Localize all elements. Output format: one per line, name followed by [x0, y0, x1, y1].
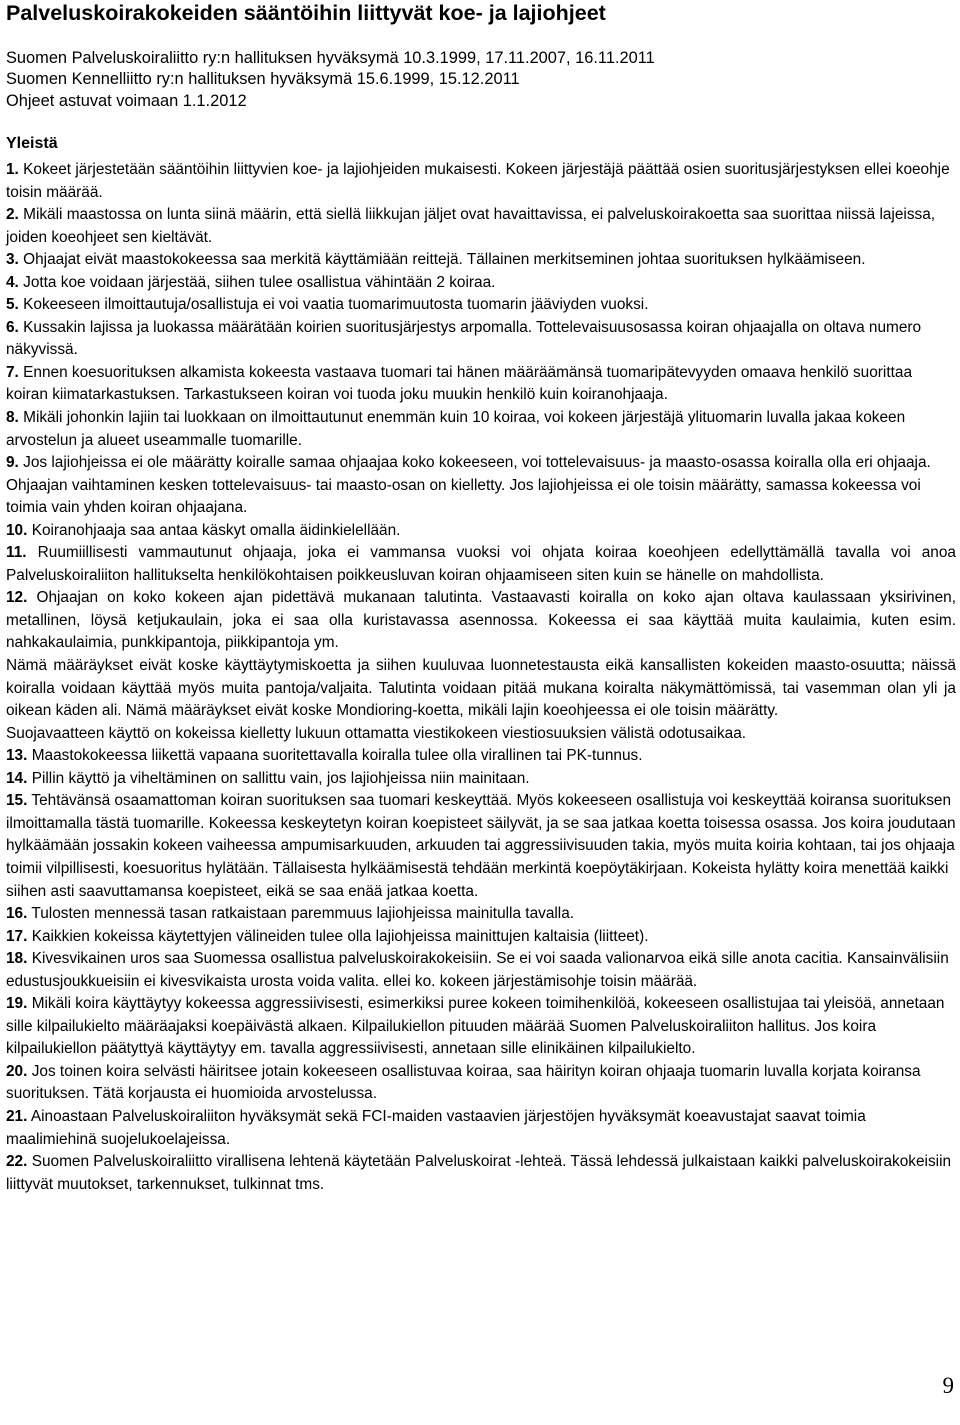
rule-number: 19. — [6, 995, 28, 1013]
rule-number: 2. — [6, 206, 19, 224]
rule-text: Kaikkien kokeissa käytettyjen välineiden tulee olla lajiohjeissa mainittujen kaltaisia (liitteet). — [31, 927, 649, 945]
rule-text: Ohjaajan on koko kokeen ajan pidettävä mukanaan talutinta. Vastaavasti koiralla on koko ajan oltava kaulassaan yksirivinen, metallinen, löysä ketjukaulain, joka ei saa olla kuristavassa asennossa. Kokeessa ei saa käyttää muita kaulaimia, kuten esim. nahkakaulaimia, punkkipantoja, piikkipantoja ym. — [6, 589, 956, 652]
rule-12-protective-clothing — [6, 723, 956, 746]
rule-text: Jos toinen koira selvästi häiritsee jotain kokeeseen osallistuvaa koiraa, saa häirityn koiran ohjaaja tuomarin luvalla korjata koiransa suorituksen. Tätä korjausta ei huomioida arvostelussa. — [6, 1062, 921, 1103]
rule-number: 14. — [6, 769, 28, 787]
rule-number: 18. — [6, 950, 28, 968]
rule-number: 1. — [6, 161, 19, 178]
approval-line: Suomen Kennelliitto ry:n hallituksen hyväksymä 15.6.1999, 15.12.2011 — [6, 70, 520, 89]
rule-19 — [6, 993, 956, 1061]
rule-number: 13. — [6, 747, 28, 765]
rule-4 — [6, 272, 956, 295]
rule-number: 22. — [6, 1153, 28, 1171]
rule-12-continuation — [6, 655, 956, 723]
rule-13 — [6, 745, 956, 768]
rule-14 — [6, 768, 956, 791]
rule-12 — [6, 587, 956, 655]
rule-22 — [6, 1151, 956, 1196]
rule-text: Ohjaajat eivät maastokokeessa saa merkitä käyttämiään reittejä. Tällainen merkitseminen johtaa suorituksen hylkäämiseen. — [23, 251, 866, 269]
rule-number: 4. — [6, 273, 19, 291]
rule-number: 12. — [6, 589, 28, 607]
rule-21 — [6, 1106, 956, 1151]
rule-text: Suojavaatteen käyttö on kokeissa kielletty lukuun ottamatta viestikokeen viestiosuuksien välistä odotusaikaa. — [6, 724, 747, 742]
rule-8 — [6, 407, 956, 452]
approval-line: Suomen Palveluskoiraliitto ry:n hallituksen hyväksymä 10.3.1999, 17.11.2007, 16.11.2011 — [6, 49, 655, 67]
rule-text: Tulosten mennessä tasan ratkaistaan paremmuus lajiohjeissa mainitulla tavalla. — [31, 905, 575, 923]
rule-6 — [6, 317, 956, 362]
rule-2 — [6, 204, 956, 249]
rule-7 — [6, 362, 956, 407]
rule-1 — [6, 159, 956, 204]
rule-text: Pillin käyttö ja viheltäminen on sallittu vain, jos lajiohjeissa niin mainitaan. — [31, 769, 530, 787]
rule-text: Mikäli johonkin lajiin tai luokkaan on ilmoittautunut enemmän kuin 10 koiraa, voi kokeen järjestäjä ylituomarin luvalla jakaa kokeen arvostelun ja alueet useammalle tuomarille. — [6, 409, 906, 449]
rule-number: 15. — [6, 792, 28, 810]
rule-15 — [6, 790, 956, 903]
rule-text: Mikäli maastossa on lunta siinä määrin, että siellä liikkujan jäljet ovat havaittavissa, ei palveluskoirakoetta saa suorittaa niissä lajeissa, joiden koeohjeet sen kieltävät. — [6, 206, 936, 246]
rule-number: 8. — [6, 409, 19, 427]
rule-number: 11. — [6, 544, 27, 562]
rule-text: Ennen koesuorituksen alkamista kokeesta vastaava tuomari tai hänen määräämänsä tuomaripätevyyden omaava henkilö suorittaa koiran kiimatarkastuksen. Tarkastukseen koiran voi tuoda joku muukin henkilö kuin koiranohjaaja. — [6, 363, 913, 404]
rule-3 — [6, 249, 956, 272]
rule-9 — [6, 452, 956, 520]
rule-number: 5. — [6, 296, 19, 314]
rule-text: Ainoastaan Palveluskoiraliiton hyväksymät sekä FCI-maiden vastaavien järjestöjen hyväksymät koeavustajat saavat toimia maalimiehinä suojelukoelajeissa. — [6, 1107, 866, 1148]
rule-20 — [6, 1061, 956, 1106]
rule-number: 21. — [6, 1107, 28, 1125]
rule-text: Ruumiillisesti vammautunut ohjaaja, joka ei vammansa vuoksi voi ohjata koiraa koeohjeen edellyttämällä tavalla voi anoa Palveluskoiraliiton hallitukselta henkilökohtaisen poikkeusluvan koiran ohjaamiseen siten kuin se hänelle on mahdollista. — [6, 544, 956, 584]
rule-number: 7. — [6, 363, 19, 381]
rule-11 — [6, 542, 956, 587]
rule-text: Nämä määräykset eivät koske käyttäytymiskoetta ja siihen kuuluvaa luonnetestausta eikä kansallisten kokeiden maasto-osuutta; näissä koiralla voidaan käyttää myös muita pantoja/valjaita. Talutinta voidaan pitää mukana koiralta näkymättömissä, tai vasemman olan yli ja oikean käden ali. Nämä määräykset eivät koske Mondioring-koetta, mikäli lajin koeohjeessa ei ole toisin määrätty. — [6, 657, 956, 720]
rule-10 — [6, 520, 956, 543]
rule-text: Suomen Palveluskoiraliitto virallisena lehtenä käytetään Palveluskoirat -lehteä. Tässä lehdessä julkaistaan kaikki palveluskoirakokeisiin liittyvät muutokset, tarkennukset, tulkinnat tms. — [6, 1153, 952, 1193]
rule-text: Jotta koe voidaan järjestää, siihen tulee osallistua vähintään 2 koiraa. — [23, 273, 496, 291]
rule-16 — [6, 903, 956, 926]
approval-line: Ohjeet astuvat voimaan 1.1.2012 — [6, 91, 247, 110]
rule-number: 9. — [6, 454, 19, 472]
rule-number: 16. — [6, 905, 28, 923]
rule-number: 20. — [6, 1062, 28, 1080]
rule-text: Tehtävänsä osaamattoman koiran suorituksen saa tuomari keskeyttää. Myös kokeeseen osallistuja voi keskeyttää koiransa suorituksen ilmoittamalla tästä tuomarille. Kokeessa keskeytetyn koiran koepisteet säilyvät, ja se saa jatkaa koetta toisessa osassa. Jos koira joudutaan hylkäämään jossakin kokeen vaiheessa ampumisarkuuden, arkuuden tai aggressiivisuuden takia, myös muita koiria kohtaan, tai jos ohjaaja toimii vilpillisesti, koesuoritus hylätään. Tällaisesta hylkäämisestä tehdään merkintä koepöytäkirjaan. Kokeista hylätty koira menettää kaikki siihen asti saavuttamansa koepisteet, eikä se saa enää jatkaa koetta. — [6, 792, 956, 900]
rule-number: 10. — [6, 521, 28, 539]
rule-text: Kivesvikainen uros saa Suomessa osallistua palveluskoirakokeisiin. Se ei voi saada valionarvoa eikä sille anota cacitia. Kansainvälisiin edustusjoukkueisiin ei kivesvikaista urosta voida valita. ellei ko. kokeen järjestämisohje toisin määrää. — [6, 950, 949, 990]
page-title: Palveluskoirakokeiden sääntöihin liittyvät koe- ja lajiohjeet — [6, 1, 606, 25]
rule-number: 6. — [6, 318, 19, 336]
page-number: 9 — [942, 1373, 954, 1398]
rule-text: Jos lajiohjeissa ei ole määrätty koiralle samaa ohjaajaa koko kokeeseen, voi tottelevaisuus- ja maasto-osassa koiralla olla eri ohjaaja. Ohjaajan vaihtaminen kesken tottelevaisuus- tai maasto-osan on kielletty. Jos lajiohjeissa ei ole toisin määrätty, samassa kokeessa voi toimia vain yhden koiran ohjaajana. — [6, 454, 931, 517]
rule-5 — [6, 294, 956, 317]
rule-18 — [6, 948, 956, 993]
rule-text: Koiranohjaaja saa antaa käskyt omalla äidinkielellään. — [31, 521, 401, 539]
rule-number: 3. — [6, 251, 19, 269]
rule-17 — [6, 926, 956, 949]
rule-text: Mikäli koira käyttäytyy kokeessa aggressiivisesti, esimerkiksi puree kokeen toimihenkilöä, kokeeseen osallistujaa tai yleisöä, annetaan sille kilpailukielto määräajaksi koepäivästä alkaen. Kilpailukiellon pituuden määrää Suomen Palveluskoiraliiton hallitus. Jos koira kilpailukiellon päätyttyä käyttäytyy em. tavalla aggressiivisesti, annetaan sille elinikäinen kilpailukielto. — [6, 995, 945, 1058]
rule-text: Kokeeseen ilmoittautuja/osallistuja ei voi vaatia tuomarimuutosta tuomarin jääviyden vuoksi. — [23, 296, 649, 314]
approval-info — [6, 48, 655, 112]
rules-list — [6, 159, 956, 1196]
rule-number: 17. — [6, 927, 28, 945]
rule-text: Kussakin lajissa ja luokassa määrätään koirien suoritusjärjestys arpomalla. Tottelevaisuusosassa koiran ohjaajalla on oltava numero näkyvissä. — [6, 318, 922, 359]
rule-text: Maastokokeessa liikettä vapaana suoritettavalla koiralla tulee olla virallinen tai PK-tunnus. — [31, 747, 643, 765]
rule-text: Kokeet järjestetään sääntöihin liittyvien koe- ja lajiohjeiden mukaisesti. Kokeen järjestäjä päättää osien suoritusjärjestyksen ellei koeohje toisin määrää. — [6, 161, 950, 201]
section-heading: Yleistä — [6, 135, 58, 152]
